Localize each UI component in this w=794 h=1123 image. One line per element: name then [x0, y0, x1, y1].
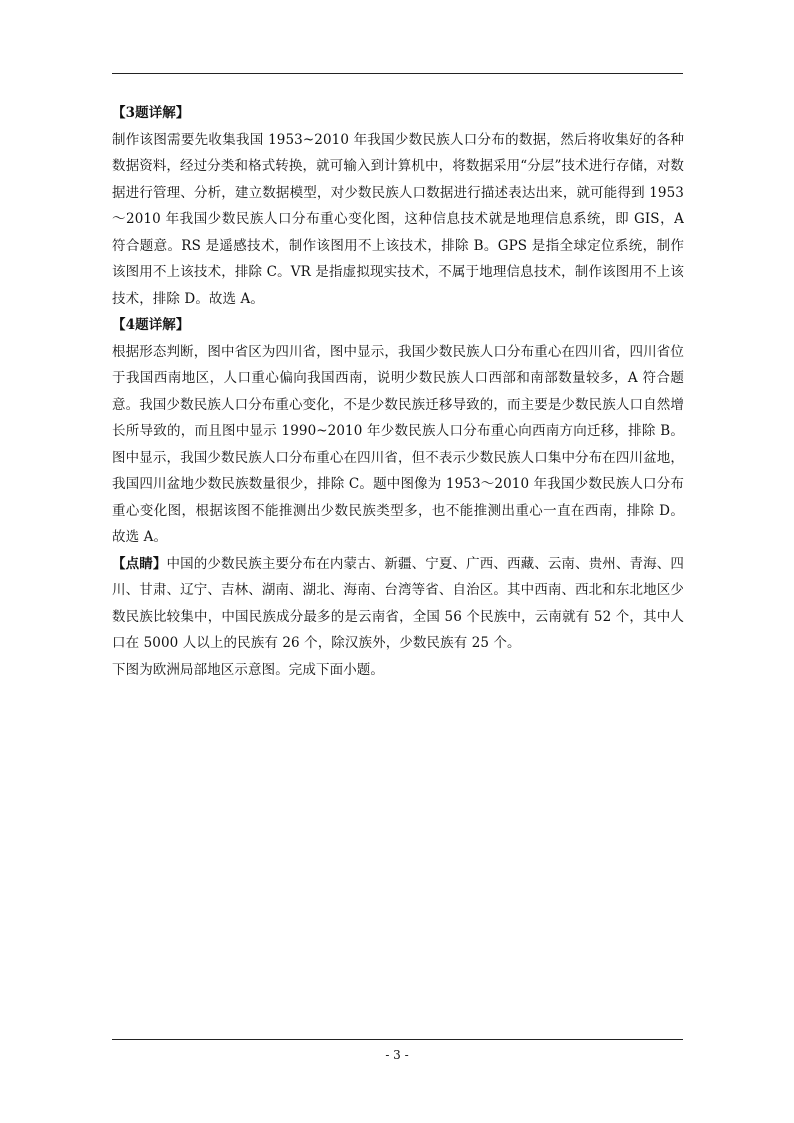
- q4-heading: 【4题详解】: [112, 317, 190, 333]
- next-question-intro: [112, 657, 684, 684]
- q3-explanation-text: 制作该图需要先收集我国 1953~2010 年我国少数民族人口分布的数据，然后将收集好的各种数据资料，经过分类和格式转换，就可输入到计算机中，将数据采用“分层”技术进行存储，对数据进行管理、分析，建立数据模型，对少数民族人口数据进行描述表达出来，就可能得到 1953～2010 年我国少数民族人口分布重心变化图，这种信息技术就是地理信息系统，即 GIS，A 符合题意。RS 是遥感技术，制作该图用不上该技术，排除 B。GPS 是指全球定位系统，制作该图用不上该技术，排除 C。VR 是指虚拟现实技术，不属于地理信息技术，制作该图用不上该技术，排除 D。故选 A。: [112, 131, 684, 307]
- key-point-text: 中国的少数民族主要分布在内蒙古、新疆、宁夏、广西、西藏、云南、贵州、青海、四川、甘肃、辽宁、吉林、湖南、湖北、海南、台湾等省、自治区。其中西南、西北和东北地区少数民族比较集中，中国民族成分最多的是云南省，全国 56 个民族中，云南就有 52 个，其中人口在 5000 人以上的民族有 26 个，除汉族外，少数民族有 25 个。: [112, 555, 684, 651]
- key-point-paragraph: [112, 551, 684, 657]
- q3-heading: 【3题详解】: [112, 105, 190, 121]
- q4-explanation-text: 根据形态判断，图中省区为四川省，图中显示，我国少数民族人口分布重心在四川省，四川省位于我国西南地区，人口重心偏向我国西南，说明少数民族人口西部和南部数量较多，A 符合题意。我国少数民族人口分布重心变化，不是少数民族迁移导致的，而主要是少数民族人口自然增长所导致的，而且图中显示 1990~2010 年少数民族人口分布重心向西南方向迁移，排除 B。图中显示，我国少数民族人口分布重心在四川省，但不表示少数民族人口集中分布在四川盆地，我国四川盆地少数民族数量很少，排除 C。题中图像为 1953～2010 年我国少数民族人口分布重心变化图，根据该图不能推测出少数民族类型多，也不能推测出重心一直在西南，排除 D。故选 A。: [112, 343, 684, 545]
- q4-explanation-paragraph: [112, 339, 684, 551]
- key-point-heading: 【点睛】: [112, 555, 167, 572]
- next-question-text: 下图为欧洲局部地区示意图。完成下面小题。: [112, 661, 384, 678]
- footer-rule: [112, 1039, 683, 1040]
- page-number: - 3 -: [385, 1048, 409, 1062]
- section-heading-q4: [112, 312, 684, 339]
- document-body: [112, 100, 684, 683]
- q3-explanation-paragraph: [112, 127, 684, 313]
- section-heading-q3: [112, 100, 684, 127]
- header-rule: [112, 73, 683, 74]
